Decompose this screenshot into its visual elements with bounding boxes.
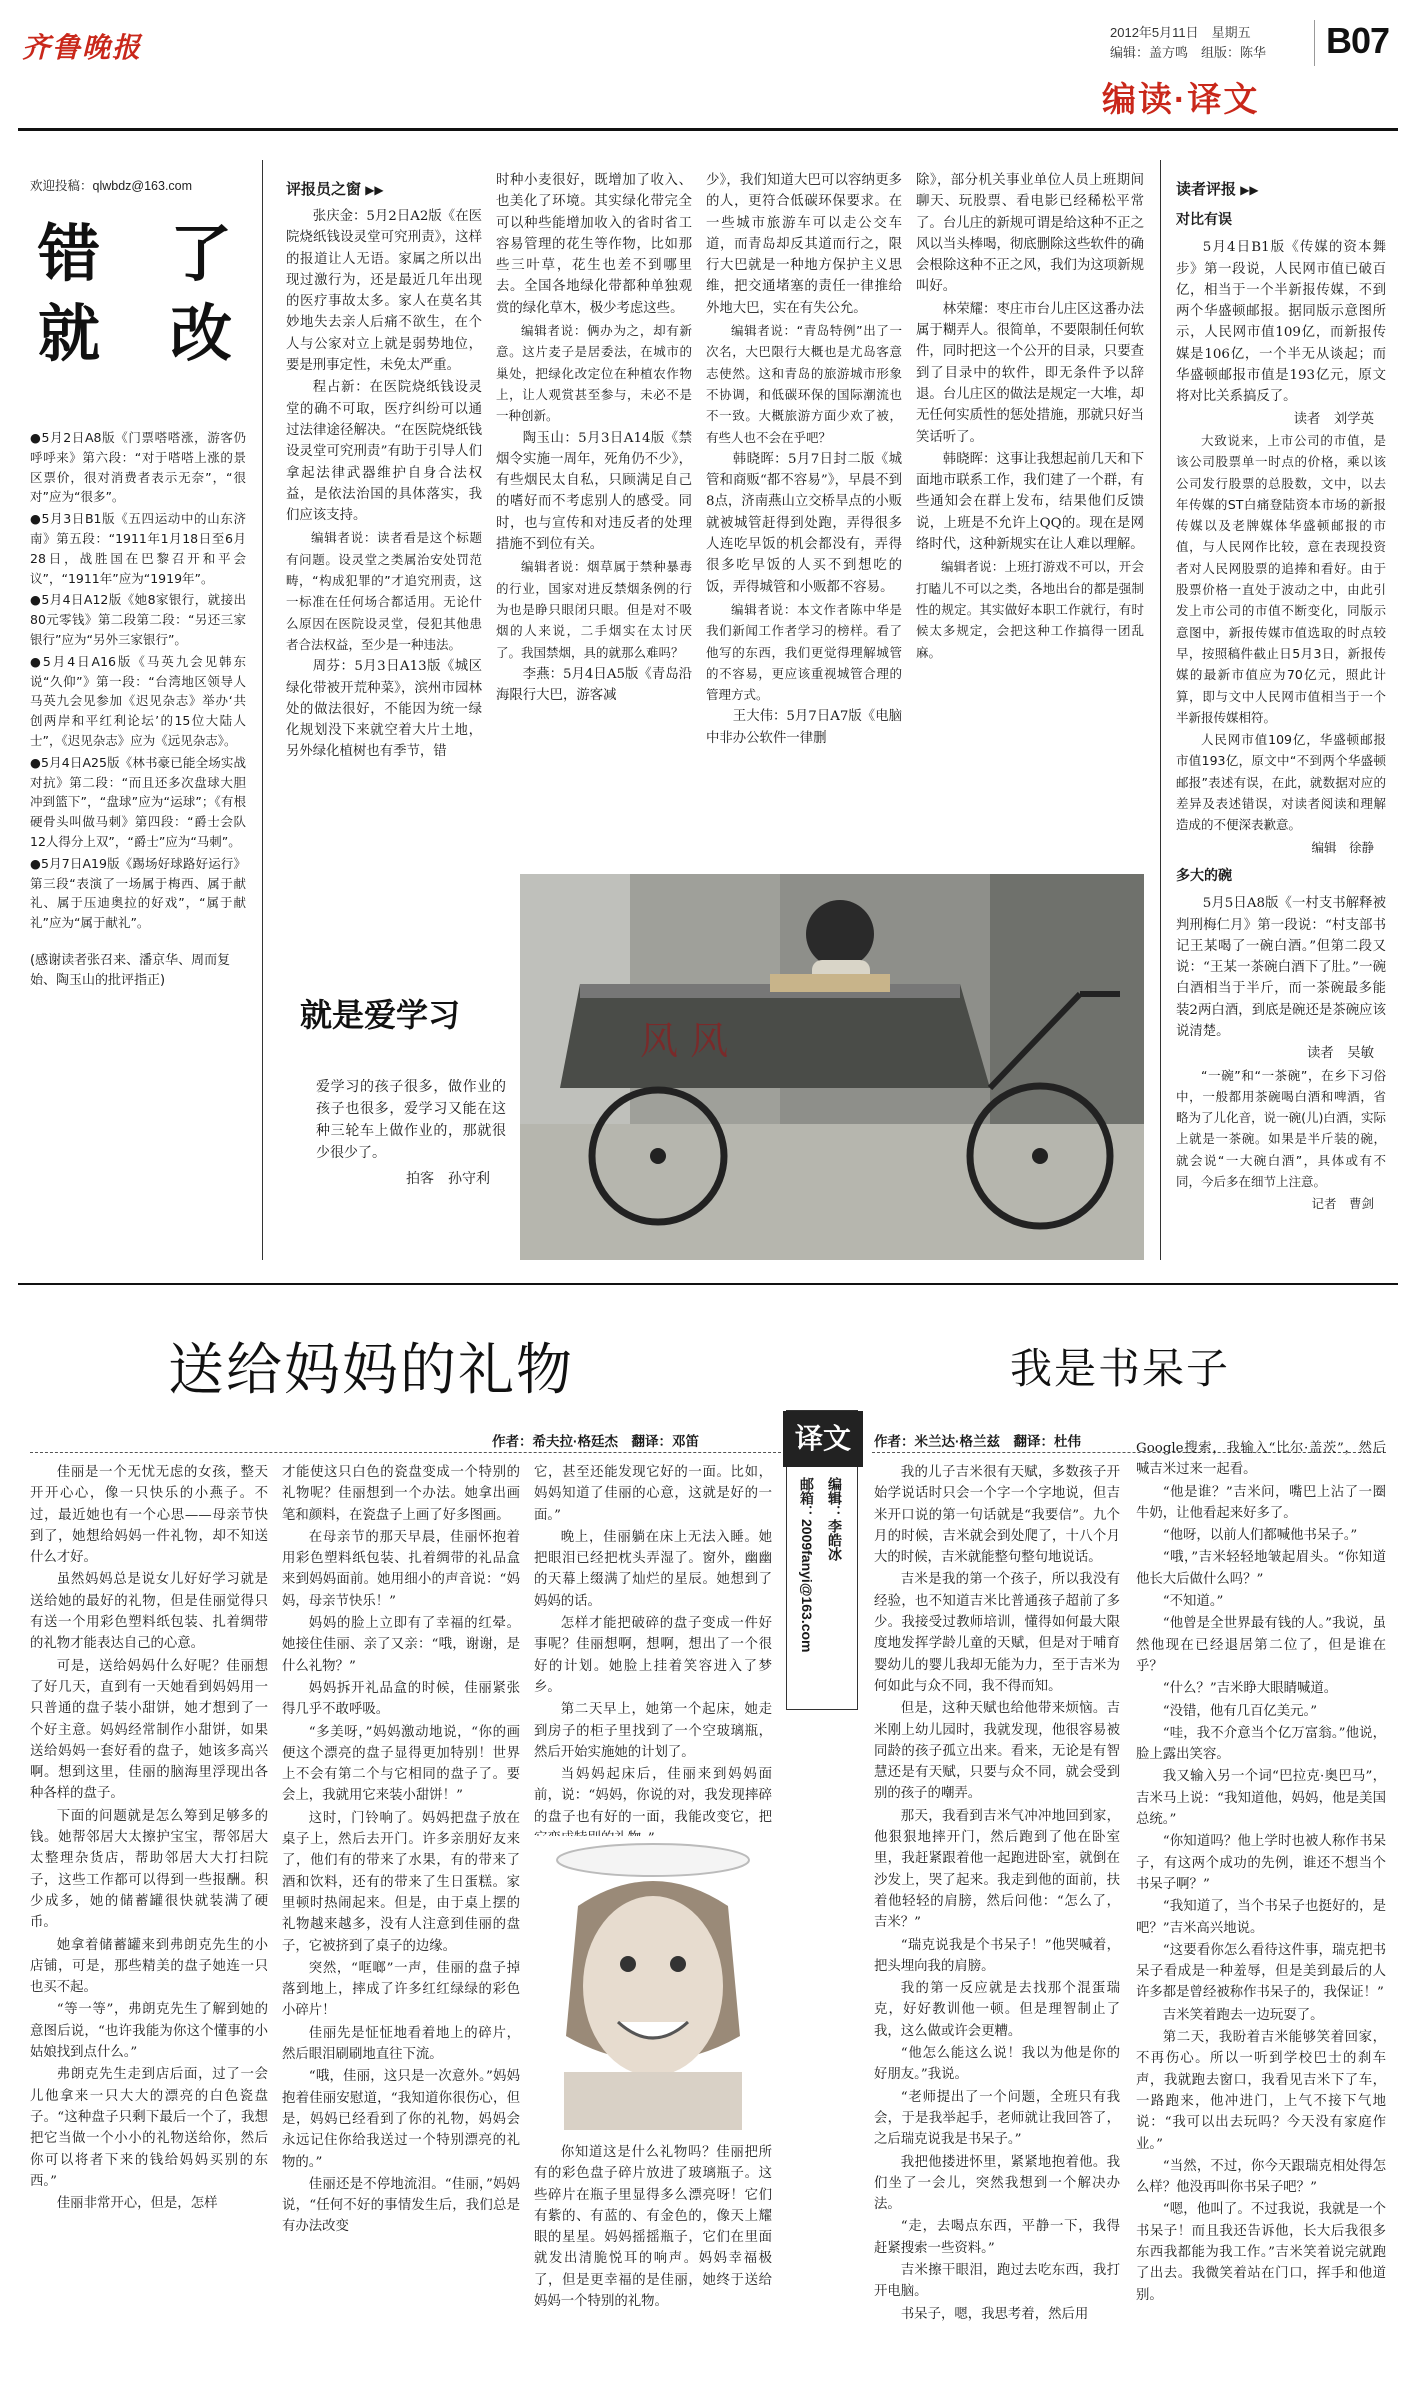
contact-email: 欢迎投稿：qlwbdz@163.com [30,179,193,193]
review-para: 韩晓晖：5月7日封二版《城管和商贩“都不容易”》，早晨不到8点，济南燕山立交桥旱点的小贩就被城管赶得到处跑，弄得很多人连吃早饭的机会都没有，弄得很多吃早饭的人买不到想吃的饭，弄得城管和小贩都不容易。 [706,451,902,595]
article-para: “你知道吗？他上学时也被人称作书呆子，有这两个成功的先例，谁还不想当个书呆子啊？” [1136,1834,1386,1892]
review-para: 除》，部分机关事业单位人员上班期间聊天、玩股票、看电影已经稀松平常了。台儿庄的新规可谓是给这种不正之风以当头棒喝，彻底删除这些软件的确会根除这种不正之风，我们为这项新规叫好。 [916,173,1144,295]
corrections-list [30,428,246,933]
article-para: “我知道了，当个书呆子也挺好的，是吧？”吉米高兴地说。 [1136,1899,1386,1936]
article-para: “哦，佳丽，这只是一次意外。”妈妈抱着佳丽安慰道，“我知道你很伤心，但是，妈妈已经看到了你的礼物，妈妈会永远记住你给我送过一个特别漂亮的礼物的。” [282,2069,520,2170]
page-editors: 编辑：盖方鸣 组版：陈华 [1110,45,1267,60]
review-para: 张庆金：5月2日A2版《在医院烧纸钱设灵堂可究刑责》，这样的报道让人无语。家属之所以出现过激行为，还是最近几年出现的医疗事故太多。家人在莫名其妙地失去亲人后痛不欲生，在个人与公家对立上就是弱势地位，要是刑事定性，未免太严重。 [286,209,482,374]
editor-reply: 编辑者说：“青岛特例”出了一次名，大巴限行大概也是尤岛客意志使然。这和青岛的旅游城市形象不协调，和低碳环保的国际潮流也不一致。大概旅游方面少欢了被，有些人也不会在乎吧？ [706,323,902,445]
article-para: “不知道。” [1162,1594,1224,1610]
article-para: 我的第一反应就是去找那个混蛋瑞克，好好教训他一顿。但是理智制止了我，这么做或许会更糟。 [874,1981,1120,2039]
article-para: 吉米是我的第一个孩子，所以我没有经验，也不知道吉米比普通孩子超前了多少。我接受过教师培训，懂得如何最大限度地发挥学龄儿童的天赋，但是对于哺育婴幼儿的婴儿我却无能为力，至于吉米为何如此与众不同，我不得而知。 [874,1572,1120,1694]
editor-reply: 编辑者说：本文作者陈中华是我们新闻工作者学习的榜样。看了他写的东西，我们更觉得理解城管的不容易，更应该重视城管合理的管理方式。 [706,601,902,703]
article-gift-byline: 作者：希夫拉·格廷杰 翻译：邓笛 [492,1434,699,1449]
article-para: “他曾是全世界最有钱的人。”我说，虽然他现在已经退居第二位了，但是谁在乎？ [1136,1616,1386,1674]
corrections-title-line1: 错 了 [38,220,237,289]
review-para: 少》，我们知道大巴可以容纳更多的人，更符合低碳环保要求。在一些城市旅游车可以走公交车道，而青岛却反其道而行之，限行大巴就是一种地方保护主义思维，把交通堵塞的责任一律推给外地大巴，实在有失公允。 [706,173,902,316]
article-para: 下面的问题就是怎么筹到足够多的钱。她帮邻居大太擦护宝宝，帮邻居大太整理杂货店，帮助邻居大大打扫院子，这些工作都可以得到一些报酬。积少成多，她的储蓄罐很快就装满了硬币。 [30,1808,268,1931]
editor-reply: 编辑者说：俩办为之，却有新意。这片麦子是居委法，在城市的巢处，把绿化改定位在种植农作物上，让人观赏甚至参与，未必不是一种创新。 [496,323,692,424]
article-para: 妈妈的脸上立即有了幸福的红晕。她接住佳丽、亲了又亲：“哦，谢谢，是什么礼物？” [282,1616,520,1674]
photo-box-caption [316,1076,506,1190]
reader-letter: 5月4日B1版《传媒的资本舞步》第一段说，人民网市值已破百亿，相当于一个半新报传媒，不到两个华盛顿邮报。据同版示意图所示，人民网市值109亿，而新报传媒是106亿，一个半无从谈起；而华盛顿邮报市值是193亿元，原文将对比关系搞反了。 [1176,240,1386,405]
article-para: “他是谁？”吉米问，嘴巴上沾了一圈牛奶，让他看起来好多了。 [1136,1484,1386,1521]
reader-review-column [1176,210,1386,1270]
article-para: 那天，我看到吉米气冲冲地回到家，他狠狠地摔开门，然后跑到了他在卧室里，我赶紧跟着他一起跑进卧室，就倒在沙发上，哭了起来。我走到他的面前，扶着他轻轻的肩膀，然后问他：“怎么了，吉米？” [874,1808,1120,1931]
article-book-byline: 作者：米兰达·格兰兹 翻译：杜伟 [874,1434,1081,1449]
book-col-1 [874,1462,1120,2352]
masthead-divider [1314,20,1315,66]
editor-signature: 记者 曹剑 [1311,1196,1374,1212]
article-para: “哇，我不介意当个亿万富翁。”他说，脸上露出笑容。 [1136,1725,1386,1763]
review-para: 王大伟：5月7日A7版《电脑中非办公软件一律删 [706,709,902,746]
page-number: B07 [1326,20,1390,61]
newspaper-logo: 齐鲁晚报 [22,32,143,63]
book-col-2 [1136,1438,1386,2352]
article-para: 当妈妈起床后，佳丽来到妈妈面前，说：“妈妈，你说的对，我发现摔碎的盘子也有好的一面，我能改变它，把 [534,1767,772,1825]
article-para: 佳丽先是怔怔地看着地上的碎片，然后眼泪刷刷地直往下流。 [282,2025,520,2063]
review-col-b [496,170,692,870]
editor-reply: 编辑者说：上班打游戏不可以，开会打瞌儿不可以之类，各地出台的都是强制性的规定。其实做好本职工作就行，有时候太多规定，会把这种工作搞得一团乱麻。 [916,559,1144,660]
article-gift-title: 送给妈妈的礼物 [168,1338,574,1403]
article-para: “当然，不过，你今天跟瑞克相处得怎么样？他没再叫你书呆子吧？” [1136,2158,1386,2196]
article-para: 佳丽还是不停地流泪。“佳丽，”妈妈说，“任何不好的事情发生后，我们总是有办法改变 [282,2176,520,2235]
article-para: 弗朗克先生走到店后面，过了一会儿他拿来一只大大的漂亮的白色瓷盘子。“这种盘子只剩下最后一个了，我想把它当做一个小小的礼物送给你，然后你可以将者下来的钱给妈妈买别的东西。” [30,2067,268,2189]
article-para: “什么？”吉米睁大眼睛喊道。 [1162,1681,1338,1697]
editor-reply: 大致说来，上市公司的市值，是该公司股票单一时点的价格，乘以该公司发行股票的总股数，文中，以去年传媒的ST白痛登陆资本市场的新报传媒以及老牌媒体华盛顿邮报的市值，与人民网作比较，意在表现投资者对人民网股票的追捧和看好。由于股票价格一直处于波动之中，由此引发上市公司的市值不断变化，同版示意图中，新报传媒市值选取的时点较早，按照稿件截止日5月3日，新报传媒的最新市值应为70亿元，照此计算，即与文中人民网市值相当于一个半新报传媒相符。 [1176,432,1386,725]
reader-review-header: 读者评报 ▶▶ [1176,178,1259,199]
review-para: 陶玉山：5月3日A14版《禁烟令实施一周年，死角仍不少》，有些烟民太自私，只顾满足自己的嗜好而不考虑别人的感受。同时，也与宣传和对违反者的处理措施不到位有关。 [496,430,692,553]
article-para: “哦，”吉米轻轻地皱起眉头。“你知道他长大后做什么吗？” [1136,1550,1386,1587]
article-para: 书呆子，嗯，我思考着，然后用 [900,2306,1089,2322]
article-para: 这时，门铃响了。妈妈把盘子放在桌子上，然后去开门。许多亲朋好友来了，他们有的带来了水果，有的带来了酒和饮料，还有的带来了生日蛋糕。家里顿时热闹起来。但是，由于桌上摆的礼物越来越多，没有人注意到佳丽的盘子，它被挤到了桌子的边缘。 [282,1810,520,1954]
yiwen-email: 邮箱：2009fanyi@163.com [799,1477,815,1653]
corrections-thanks: (感谢读者张召来、潘京华、周而复始、陶玉山的批评指正) [30,952,231,988]
correction-item: ●5月2日A8版《门票嗒嗒涨，游客仍呼呼来》第六段：“对于嗒嗒上涨的景区票价，很对消费者表示无奈”，“很对”应为“很多”。 [30,430,246,505]
editor-reply: 编辑者说：读者看是这个标题有问题。设灵堂之类属治安处罚范畴，“构成犯罪的”才追究刑责，这一标准在任何场合都适用。无论什么原因在医院设灵堂，侵犯其他患者合法权益，至少是一种违法。 [286,530,482,652]
gift-col-1 [30,1462,268,2352]
yiwen-label: 译文 [783,1411,863,1467]
article-para: 可是，送给妈妈什么好呢？佳丽想了好几天，直到有一天她看到妈妈用一只普通的盘子装小甜饼，她才想到了一个好主意。妈妈经常制作小甜饼，如果送给妈妈一套好看的盘子，她该多高兴啊。想到这里，佳丽的脑海里浮现出各种各样的盘子。 [30,1658,268,1802]
article-para: “没错，他有几百亿美元。” [1162,1703,1318,1719]
article-para: Google搜索，我输入“比尔·盖茨”，然后喊吉米过来一起看。 [1136,1441,1386,1478]
correction-item: ●5月4日A12版《她8家银行，就接出80元零钱》第二段第二段：“另还三家银行”应为“另外三家银行”。 [30,592,246,647]
article-para: 才能使这只白色的瓷盘变成一个特别的礼物呢？佳丽想到一个办法。她拿出画笔和颜料，在瓷盘子上画了好多图画。 [282,1465,520,1523]
gift-col-3-tail [534,2142,772,2352]
article-book-title: 我是书呆子 [1010,1344,1231,1393]
reader-signature: 读者 刘学英 [1293,411,1374,427]
article-para: “他怎么能这么说！我以为他是你的好朋友。”我说。 [874,2046,1120,2083]
correction-item: ●5月4日A16版《马英九会见韩东说“久仰”》第一段：“台湾地区领导人马英九会见参加《迟见杂志》举办‘共创两岸和平红利论坛’的15位大陆人士”，《迟见杂志》应为《远见杂志》。 [30,653,246,748]
review-header: 评报员之窗 ▶▶ [286,178,384,199]
editor-signature: 编辑 徐静 [1311,839,1374,855]
date-text: 2012年5月11日 [1110,25,1199,40]
gift-byline-rule [30,1452,786,1453]
reader-signature: 读者 吴敏 [1307,1046,1374,1062]
review-col-c [706,170,902,870]
gift-col-3 [534,1462,772,1832]
photo-credit: 拍客 孙守利 [406,1171,490,1187]
article-para: “走，去喝点东西，平静一下，我得赶紧搜索一些资料。” [874,2219,1120,2256]
article-para: 我的儿子吉米很有天赋，多数孩子开始学说话时只会一个字一个字地说，但吉米开口说的第一句话就是“我要信”。九个月的时候，吉米就会到处爬了，十八个月大的时候，吉米就能整句整句地说话。 [874,1465,1120,1566]
review-col-a [286,206,482,966]
girl-plate-art [534,1836,772,2130]
article-para: “等一等”，弗朗克先生了解到她的意图后说，“也许我能为你这个懂事的小姑娘找到点什么。” [30,2002,268,2061]
article-para: 佳丽是一个无忧无虑的女孩，整天开开心心，像一只快乐的小燕子。不过，最近她也有一个心思——母亲节快到了，她想给妈妈一件礼物，却不知送什么才好。 [30,1465,268,1566]
article-para: 晚上，佳丽躺在床上无法入睡。她把眼泪已经把枕头弄湿了。窗外，幽幽的天幕上缀满了灿烂的星辰。她想到了妈妈的话。 [534,1529,772,1609]
editor-reply: 人民网市值109亿，华盛顿邮报市值193亿，原文中“不到两个华盛顿邮报”表述有误，在此，就数据对应的差异及表述错误，对读者阅读和理解造成的不便深表歉意。 [1176,732,1386,833]
yiwen-editor: 编辑：李皓冰 [827,1477,843,1561]
article-para: 你知道这是什么礼物吗？佳丽把所有的彩色盘子碎片放进了玻璃瓶子。这些碎片在瓶子里显得多么漂亮呀！它们有紫的、有蓝的、有金色的，像天上耀眼的星星。妈妈摇摇瓶子，它们在里面就发出清脆悦耳的响声。妈妈幸福极了，但是更幸福的是佳丽，她终于送给妈妈一个特别的礼物。 [534,2145,772,2310]
review-para: 时种小麦很好，既增加了收入、也美化了环境。其实绿化带完全可以种些能增加收入的省时省工容易管理的花生等作物，比如那些三叶草，花生也差不到哪里去。全国各地绿化带都种单独观赏的绿化草木，极少考虑这些。 [496,173,692,316]
article-para: 佳丽非常开心，但是，怎样 [56,2196,218,2212]
tricycle-photo-art [520,874,1144,1260]
article-para: 吉米擦干眼泪，跑过去吃东西，我打开电脑。 [874,2262,1120,2300]
reader-review-subtitle: 对比有误 [1176,212,1232,228]
girl-plate-photo [534,1836,772,2130]
mid-rule [18,1283,1398,1285]
review-para: 韩晓晖：这事让我想起前几天和下面地市联系工作，我们建了一个群，有些通知会在群上发布，结果他们反馈说，上班是不允许上QQ的。现在是网络时代，这种新规实在让人难以理解。 [916,451,1144,553]
article-para: 第二天早上，她第一个起床，她走到房子的柜子里找到了一个空玻璃瓶，然后开始实施她的计划了。 [534,1702,772,1760]
article-para: “瑞克说我是个书呆子！”他哭喊着，把头埋向我的肩膀。 [874,1937,1120,1974]
review-para: 李燕：5月4日A5版《青岛沿海限行大巴，游客减 [496,666,692,704]
corrections-column [30,176,246,991]
article-para: 我把他搂进怀里，紧紧地抱着他。我们坐了一会儿，突然我想到一个解决办法。 [874,2154,1120,2213]
col-divider-1 [262,160,263,1260]
article-para: “他呀，以前人们都喊他书呆子。” [1162,1528,1358,1544]
article-para: 我又输入另一个词“巴拉克·奥巴马”，吉米马上说：“我知道他，妈妈，他是美国总统。” [1136,1769,1386,1828]
correction-item: ●5月3日B1版《五四运动中的山东济南》第五段：“1911年1月18日至6月28日，战胜国在巴黎召开和平会议”，“1911年”应为“1919年”。 [30,511,246,586]
girl-tricycle-photo [520,874,1144,1260]
review-col-d [916,170,1144,870]
review-para: 周芬：5月3日A13版《城区绿化带被开荒种菜》，滨州市园林处的做法很好，不能因为统一绿化规划没下来就空着大片土地，另外绿化植树也有季节，错 [286,659,482,760]
correction-item: ●5月7日A19版《踢场好球路好运行》第三段“表演了一场属于梅西、属于献礼、属于压迪奥拉的好戏”，“属于献礼”应为“属于献礼”。 [30,855,246,931]
article-para: 突然，“哐啷”一声，佳丽的盘子掉落到地上，摔成了许多红红绿绿的彩色小碎片！ [282,1960,520,2019]
review-para: 程占新：在医院烧纸钱设灵堂的确不可取，医疗纠纷可以通过法律途径解决。“在医院烧纸钱设灵堂可究刑责”有助于引导人们拿起法律武器维护自身合法权益，是依法治国的具体落实，我们应该支持。 [286,380,482,524]
section-title: 编读·译文 [1102,81,1260,119]
article-para: “嗯，他叫了。不过我说，我就是一个书呆子！而且我还告诉他，长大后我很多东西我都能为我工作。”吉米笑着说完就跑了出去。我微笑着站在门口，挥手和他道别。 [1136,2202,1386,2303]
photo-caption-text: 爱学习的孩子很多，做作业的孩子也很多，爱学习又能在这种三轮车上做作业的，那就很少很少了。 [316,1079,506,1161]
review-para: 林荣耀：枣庄市台儿庄区这番办法属于糊弄人。很简单，不要限制任何软件，同时把这一个公开的目录，只要查到了目录中的软件，即无条件予以辞退。台儿庄区的做法是规定一大堆，却无任何实质性的惩处措施，那就只好当笑话听了。 [916,301,1144,445]
editor-reply: 编辑者说：烟草属于禁种暴毒的行业，国家对进反禁烟条例的行为也是睁只眼闭只眼。但是对不吸烟的人来说，二手烟实在太讨厌了。我国禁烟，具的就那么难吗？ [496,559,692,660]
editor-reply: “一碗”和“一茶碗”，在乡下习俗中，一般都用茶碗喝白酒和啤酒，省略为了儿化音，说一碗(儿)白酒，实际上就是一茶碗。如果是半斤装的碗，就会说“一大碗白酒”，具体或有不同，今后多在细节上注意。 [1176,1067,1386,1190]
corrections-title-line2: 就 改 [38,300,237,369]
gift-col-2 [282,1462,520,2352]
article-para: 她拿着储蓄罐来到弗朗克先生的小店铺，可是，那些精美的盘子她连一只也买不起。 [30,1937,268,1996]
article-para: 它，甚至还能发现它好的一面。比如，妈妈知道了佳丽的心意，这就是好的一面。” [534,1465,772,1523]
correction-item: ●5月4日A25版《林书豪已能全场实战对抗》第二段：“而且还多次盘球大胆冲到篮下”，“盘球”应为“运球”；《有根硬骨头叫做马刺》第四段：“爵士会队12人得分上双”，“爵士”应为“马刺”。 [30,754,246,849]
masthead-rule [18,128,1398,131]
article-para: 但是，这种天赋也给他带来烦恼。吉米刚上幼儿园时，我就发现，他很容易被同龄的孩子孤立出来。看来，无论是有智慧还是有天赋，只要与众不同，就会受到别的孩子的嘲弄。 [874,1701,1120,1802]
col-divider-2 [1160,160,1161,1260]
article-para: 在母亲节的那天早晨，佳丽怀抱着用彩色塑料纸包装、扎着绸带的礼品盒来到妈妈面前。她用细小的声音说：“妈妈，母亲节快乐！” [282,1529,520,1609]
photo-box-title: 就是爱学习 [300,997,461,1033]
reader-review-subtitle: 多大的碗 [1176,867,1232,884]
article-para: “老师提出了一个问题，全班只有我会，于是我举起手，老师就让我回答了，之后瑞克说我是书呆子。” [874,2089,1120,2148]
article-para: 第二天，我盼着吉米能够笑着回家，不再伤心。所以一听到学校巴士的刹车声，我就跑去窗口，我看见吉米下了车，一路跑来，他冲进门，上气不接下气地说：“我可以出去玩吗？今天没有家庭作业。” [1136,2030,1386,2152]
article-para: 妈妈拆开礼品盒的时候，佳丽紧张得几乎不敢呼吸。 [282,1680,520,1718]
svg-text:风 风: 风 风 [640,1019,729,1063]
article-para: “多美呀，”妈妈激动地说，“你的画便这个漂亮的盘子显得更加特别！世界上不会有第二个与它相同的盘子了。要会上，我就用它来装小甜饼！” [282,1724,520,1804]
article-para: 虽然妈妈总是说女儿好好学习就是送给她的最好的礼物，但是佳丽觉得只有送一个用彩色塑料纸包装、扎着绸带的礼物才能表达自己的心意。 [30,1572,268,1652]
reader-letter: 5月5日A8版《一村支书解释被判刑梅仁月》第一段说：“村支部书记王某喝了一碗白酒。”但第二段又说：“王某一茶碗白酒下了肚。”一碗白酒相当于半斤，而一茶碗最多能装2两白酒，到底是碗还是茶碗应该说清楚。 [1176,896,1386,1039]
weekday-text: 星期五 [1211,25,1251,40]
article-para: 怎样才能把破碎的盘子变成一件好事呢？佳丽想啊，想啊，想出了一个很好的计划。她脸上挂着笑容进入了梦乡。 [534,1616,772,1695]
issue-date [1110,22,1251,41]
article-para: “这要看你怎么看待这件事，瑞克把书呆子看成是一种羞辱，但是美到最后的人许多都是曾经被称作书呆子的，我保证！” [1136,1942,1386,2001]
article-para: 吉米笑着跑去一边玩耍了。 [1162,2007,1324,2023]
yiwen-box [786,1410,858,1710]
